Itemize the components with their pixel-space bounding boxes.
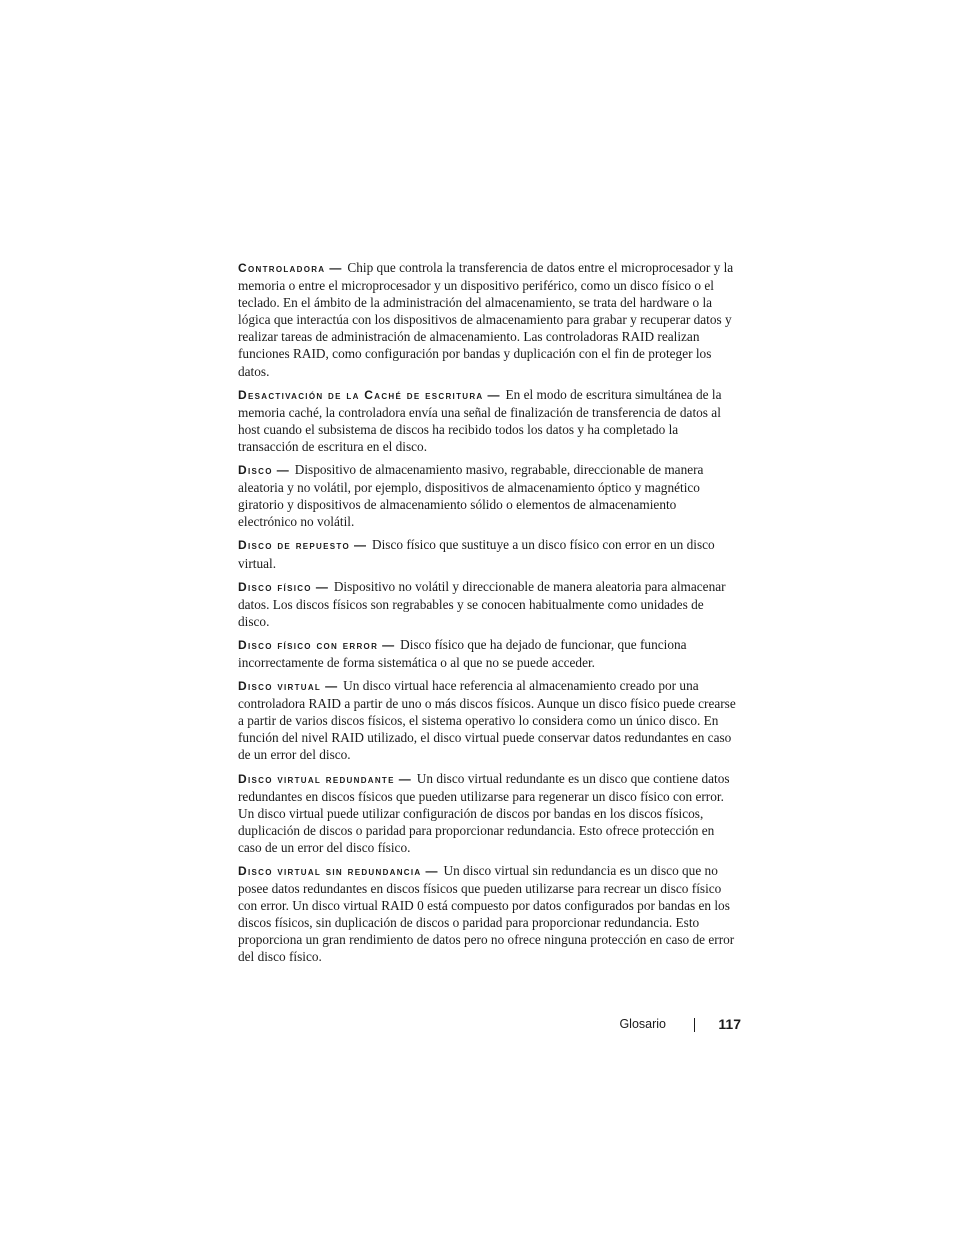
term-dash: — — [398, 771, 411, 786]
glossary-definition: Disco físico que ha dejado de funcionar, que funciona incorrectamente de forma sistemática o al que no se puede acceder. — [238, 636, 687, 670]
term-dash: — — [325, 679, 338, 694]
footer-section-label: Glosario — [619, 1017, 666, 1031]
page-footer — [0, 1015, 954, 1035]
term-dash: — — [382, 637, 395, 652]
glossary-entry-disco-fisico-con-error — [238, 636, 738, 671]
footer-separator — [694, 1018, 695, 1032]
glossary-entry-disco-de-repuesto — [238, 536, 738, 571]
term-dash: — — [425, 864, 438, 878]
term-dash: — — [329, 261, 342, 275]
glossary-entry-disco-virtual-sin-redundancia — [238, 862, 738, 966]
glossary-definition: Chip que controla la transferencia de datos entre el microprocesador y la memoria o entre el microprocesador y un dispositivo periférico, como un disco físico o el teclado. En el ámbito de la administración del almacenamiento, se trata del hardware o la lógica que interactúa con los dispositivos de almacenamiento para grabar y recuperar datos y realizar tareas de administración de almacenamiento. Las controladoras RAID realizan funciones RAID, como configuración por bandas y duplicación con el fin de proteger los datos. — [238, 260, 734, 379]
glossary-term: Disco físico con error — [238, 637, 379, 652]
term-dash: — — [315, 579, 328, 594]
glossary-entry-disco-virtual-redundante — [238, 770, 738, 856]
glossary-body — [238, 259, 738, 972]
glossary-term: Disco virtual redundante — [238, 771, 395, 786]
glossary-definition: Disco físico que sustituye a un disco físico con error en un disco virtual. — [238, 537, 715, 571]
page-number: 117 — [718, 1016, 741, 1032]
glossary-definition: Un disco virtual sin redundancia es un disco que no posee datos redundantes en discos físicos que pueden utilizarse para recrear un disco físico con error. Un disco virtual RAID 0 está compuesto por datos configurados por bandas en los discos físicos, sin duplicación de discos o paridad para proporcionar redundancia. Esto proporciona un gran rendimiento de datos pero no ofrece ninguna protección en caso de error del disco físico. — [238, 863, 735, 965]
glossary-definition: Un disco virtual redundante es un disco que contiene datos redundantes en discos físicos que pueden utilizarse para regenerar un disco físico con error. Un disco virtual puede utilizar configuración de discos por bandas en los discos físicos, duplicación de discos o paridad para proporcionar redundancia. Esto ofrece protección en caso de un error del disco físico. — [238, 770, 730, 855]
term-dash: — — [276, 463, 289, 478]
glossary-definition: En el modo de escritura simultánea de la memoria caché, la controladora envía una señal de finalización de transferencia de datos al host cuando el subsistema de discos ha recibido todos los datos y ha completado la transacción de escritura en el disco. — [238, 386, 722, 454]
glossary-entry-disco — [238, 461, 738, 530]
glossary-definition: Dispositivo no volátil y direccionable de manera aleatoria para almacenar datos. Los discos físicos son regrabables y se conocen habitualmente como unidades de disco. — [238, 578, 726, 629]
glossary-term: Disco — [238, 463, 273, 478]
glossary-term: Disco virtual — [238, 679, 322, 694]
glossary-entry-controladora — [238, 259, 738, 380]
term-dash: — — [487, 387, 500, 402]
glossary-entry-disco-virtual — [238, 677, 738, 763]
glossary-definition: Dispositivo de almacenamiento masivo, regrabable, direccionable de manera aleatoria y no volátil, por ejemplo, dispositivos de almacenamiento óptico y magnético giratorio y dispositivos de almacenamiento sólido o elementos de almacenamiento electrónico no volátil. — [238, 462, 704, 530]
glossary-term: Controladora — [238, 261, 326, 275]
glossary-definition: Un disco virtual hace referencia al almacenamiento creado por una controladora RAID a partir de uno o más discos físicos. Aunque un disco físico puede crearse a partir de varios discos físicos, el sistema operativo lo considera como un único disco. En función del nivel RAID utilizado, el disco virtual puede conservar datos redundantes en caso de un error del disco. — [238, 678, 736, 763]
term-dash: — — [353, 538, 366, 553]
glossary-term: Disco virtual sin redundancia — [238, 864, 422, 878]
glossary-entry-desactivacion-cache — [238, 386, 738, 455]
glossary-term: Desactivación de la Caché de escritura — [238, 387, 484, 402]
glossary-term: Disco de repuesto — [238, 538, 350, 553]
glossary-entry-disco-fisico — [238, 578, 738, 630]
glossary-term: Disco físico — [238, 579, 312, 594]
